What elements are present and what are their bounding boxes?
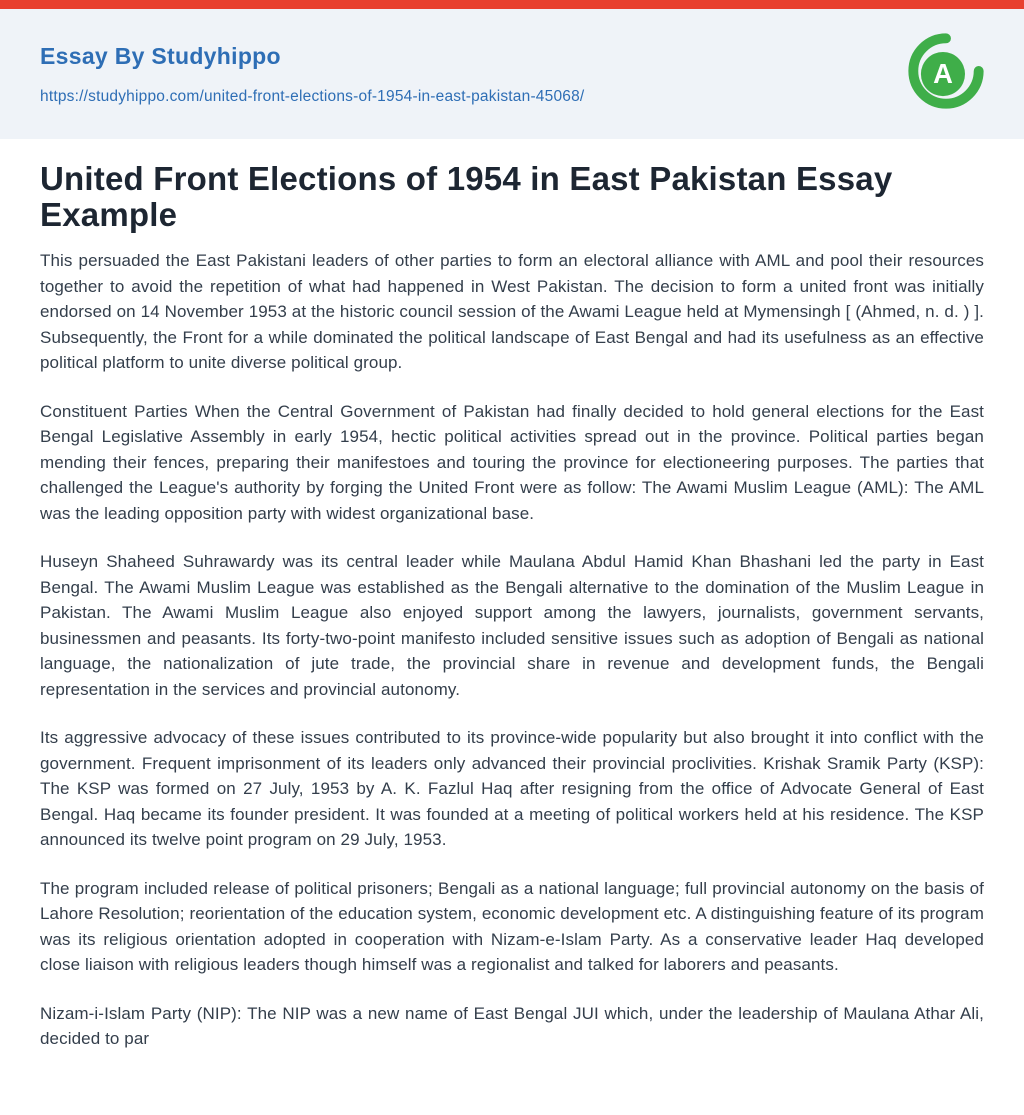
essay-paragraph: Huseyn Shaheed Suhrawardy was its central leader while Maulana Abdul Hamid Khan Bhashani led the party in East Bengal. The Awami Muslim League was established as the Bengali alternative to the domination of the Muslim League in Pakistan. The Awami Muslim League also enjoyed support among the lawyers, journalists, government servants, businessmen and peasants. Its forty-two-point manifesto included sensitive issues such as adoption of Bengali as national language, the nationalization of jute trade, the provincial share in revenue and development funds, the Bengali representation in the services and provincial autonomy. [40, 552, 984, 699]
essay-paragraph: Nizam-i-Islam Party (NIP): The NIP was a new name of East Bengal JUI which, under the leadership of Maulana Athar Ali, decided to par [40, 1003, 984, 1049]
essay-paragraph: Constituent Parties When the Central Government of Pakistan had finally decided to hold general elections for the East Bengal Legislative Assembly in early 1954, hectic political activities spread out in the province. Political parties began mending their fences, preparing their manifestoes and touring the province for electioneering purposes. The parties that challenged the League's authority by forging the United Front were as follow: The Awami Muslim League (AML): The AML was the leading opposition party with widest organizational base. [40, 401, 984, 523]
header-text-block [40, 37, 584, 106]
logo-a-icon [908, 33, 984, 109]
top-accent-bar [0, 0, 1024, 9]
studyhippo-logo[interactable] [908, 33, 984, 109]
essay-paragraph: This persuaded the East Pakistani leaders of other parties to form an electoral alliance with AML and pool their resources together to avoid the repetition of what had happened in West Pakistan. The decision to form a united front was initially endorsed on 14 November 1953 at the historic council session of the Awami League held at Mymensingh [ (Ahmed, n. d. ) ]. Subsequently, the Front for a while dominated the political landscape of East Bengal and had its usefulness as an effective political platform to unite diverse political group. [40, 251, 984, 373]
essay-paragraph: Its aggressive advocacy of these issues contributed to its province-wide popularity but also brought it into conflict with the government. Frequent imprisonment of its leaders only advanced their provincial proclivities. Krishak Sramik Party (KSP): The KSP was formed on 27 July, 1953 by A. K. Fazlul Haq after resigning from the office of Advocate General of East Bengal. Haq became its founder president. It was founded at a meeting of political workers held at his residence. The KSP announced its twelve point program on 29 July, 1953. [40, 728, 984, 850]
page-header [0, 9, 1024, 139]
essay-paragraph: The program included release of political prisoners; Bengali as a national language; full provincial autonomy on the basis of Lahore Resolution; reorientation of the education system, economic development etc. A distinguishing feature of its program was its religious orientation adopted in cooperation with Nizam-e-Islam Party. As a conservative leader Haq developed close liaison with religious leaders though himself was a regionalist and talked for laborers and peasants. [40, 878, 984, 975]
essay-url-link[interactable]: https://studyhippo.com/united-front-elections-of-1954-in-east-pakistan-45068/ [40, 88, 585, 105]
logo-letter: A [933, 58, 953, 90]
article-title: United Front Elections of 1954 in East Pakistan Essay Example [40, 160, 893, 233]
article-body [0, 139, 1024, 1115]
site-title-link[interactable]: Essay By Studyhippo [40, 43, 281, 69]
